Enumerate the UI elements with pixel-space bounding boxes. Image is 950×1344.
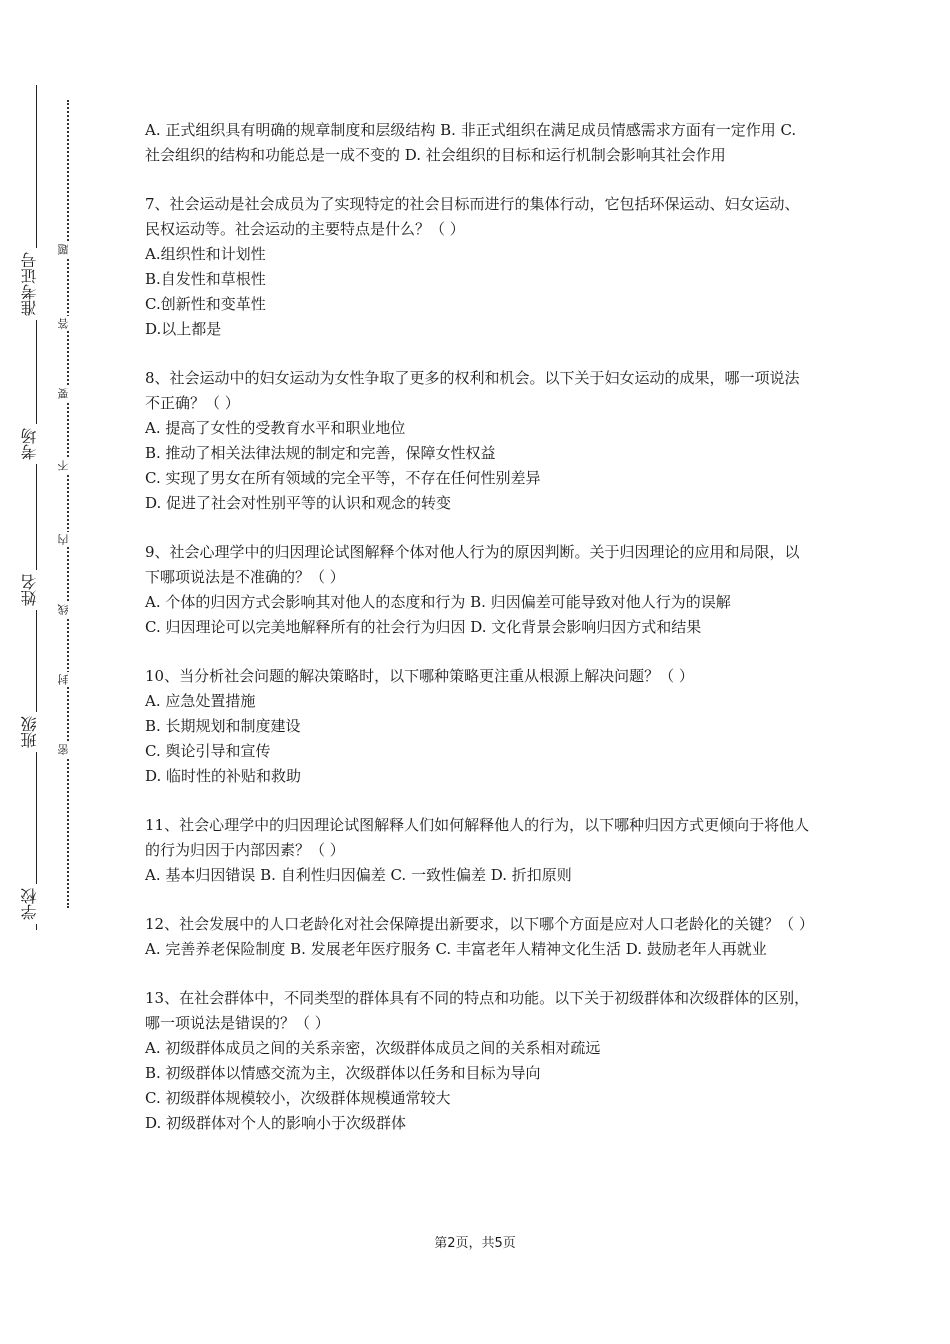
seal-char: 密 (58, 742, 76, 757)
question-stem: 9、社会心理学中的归因理论试图解释个体对他人行为的原因判断。关于归因理论的应用和局限，以下哪项说法是不准确的？（ ） (145, 543, 800, 586)
question-block (145, 813, 810, 888)
option-line: D. 初级群体对个人的影响小于次级群体 (145, 1114, 407, 1132)
field-name: 姓名 (22, 570, 52, 610)
seal-char: 答 (58, 316, 76, 331)
question-stem: 10、当分析社会问题的解决策略时，以下哪种策略更注重从根源上解决问题？（ ） (145, 667, 694, 685)
seal-char: 要 (58, 386, 76, 401)
seal-char: 题 (58, 242, 76, 257)
question-stem: 11、社会心理学中的归因理论试图解释人们如何解释他人的行为，以下哪种归因方式更倾向于将他人的行为归因于内部因素？（ ） (145, 816, 810, 859)
option-line: C. 初级群体规模较小，次级群体规模通常较大 (145, 1089, 451, 1107)
seal-char: 封 (58, 672, 76, 687)
option-line: B.自发性和草根性 (145, 270, 266, 288)
question-stem: 7、社会运动是社会成员为了实现特定的社会目标而进行的集体行动，它包括环保运动、妇女运动、民权运动等。社会运动的主要特点是什么？（ ） (145, 195, 800, 238)
question-stem: 13、在社会群体中，不同类型的群体具有不同的特点和功能。以下关于初级群体和次级群体的区别，哪一项说法是错误的？（ ） (145, 989, 810, 1032)
option-line: A.组织性和计划性 (145, 245, 266, 263)
question-list (145, 118, 814, 1160)
question-block (145, 118, 810, 168)
option-line: B. 推动了相关法律法规的制定和完善，保障女性权益 (145, 444, 496, 462)
field-class: 班级 (22, 712, 52, 752)
binding-margin (0, 0, 110, 1344)
seal-char: 内 (58, 532, 76, 547)
option-line: A. 提高了女性的受教育水平和职业地位 (145, 419, 406, 437)
question-stem: 8、社会运动中的妇女运动为女性争取了更多的权利和机会。以下关于妇女运动的成果，哪一项说法不正确？（ ） (145, 369, 800, 412)
option-line: A. 基本归因错误 B. 自利性归因偏差 C. 一致性偏差 D. 折扣原则 (145, 866, 572, 884)
option-line: C. 舆论引导和宣传 (145, 742, 271, 760)
question-block (145, 192, 810, 342)
option-line: A. 正式组织具有明确的规章制度和层级结构 B. 非正式组织在满足成员情感需求方面有一定作用 C. 社会组织的结构和功能总是一成不变的 D. 社会组织的目标和运行机制会影响其社会作用 (145, 121, 797, 164)
option-line: C.创新性和变革性 (145, 295, 266, 313)
option-line: A. 初级群体成员之间的关系亲密，次级群体成员之间的关系相对疏远 (145, 1039, 601, 1057)
question-block (145, 986, 810, 1136)
question-block (145, 912, 814, 962)
question-stem: 12、社会发展中的人口老龄化对社会保障提出新要求，以下哪个方面是应对人口老龄化的关键？（ ） (145, 915, 814, 933)
seal-char: 不 (58, 458, 76, 473)
option-line: A. 完善养老保险制度 B. 发展老年医疗服务 C. 丰富老年人精神文化生活 D. 鼓励老年人再就业 (145, 940, 767, 958)
question-block (145, 366, 810, 516)
binding-solid-line (36, 85, 37, 930)
question-block (145, 540, 810, 640)
option-line: B. 初级群体以情感交流为主，次级群体以任务和目标为导向 (145, 1064, 541, 1082)
option-line: B. 长期规划和制度建设 (145, 717, 301, 735)
option-line: C. 归因理论可以完美地解释所有的社会行为归因 D. 文化背景会影响归因方式和结果 (145, 618, 702, 636)
page-footer: 第2页，共5页 (434, 1236, 516, 1251)
field-school: 学校 (22, 884, 52, 924)
binding-dotted-line (67, 100, 69, 908)
option-line: A. 个体的归因方式会影响其对他人的态度和行为 B. 归因偏差可能导致对他人行为的误解 (145, 593, 731, 611)
option-line: C. 实现了男女在所有领域的完全平等，不存在任何性别差异 (145, 469, 541, 487)
seal-char: 线 (58, 602, 76, 617)
option-line: D. 临时性的补贴和救助 (145, 767, 302, 785)
option-line: A. 应急处置措施 (145, 692, 256, 710)
field-exam-room: 考场 (22, 424, 52, 464)
field-exam-number: 准考证号 (22, 248, 52, 320)
option-line: D.以上都是 (145, 320, 222, 338)
option-line: D. 促进了社会对性别平等的认识和观念的转变 (145, 494, 452, 512)
question-block (145, 664, 810, 789)
